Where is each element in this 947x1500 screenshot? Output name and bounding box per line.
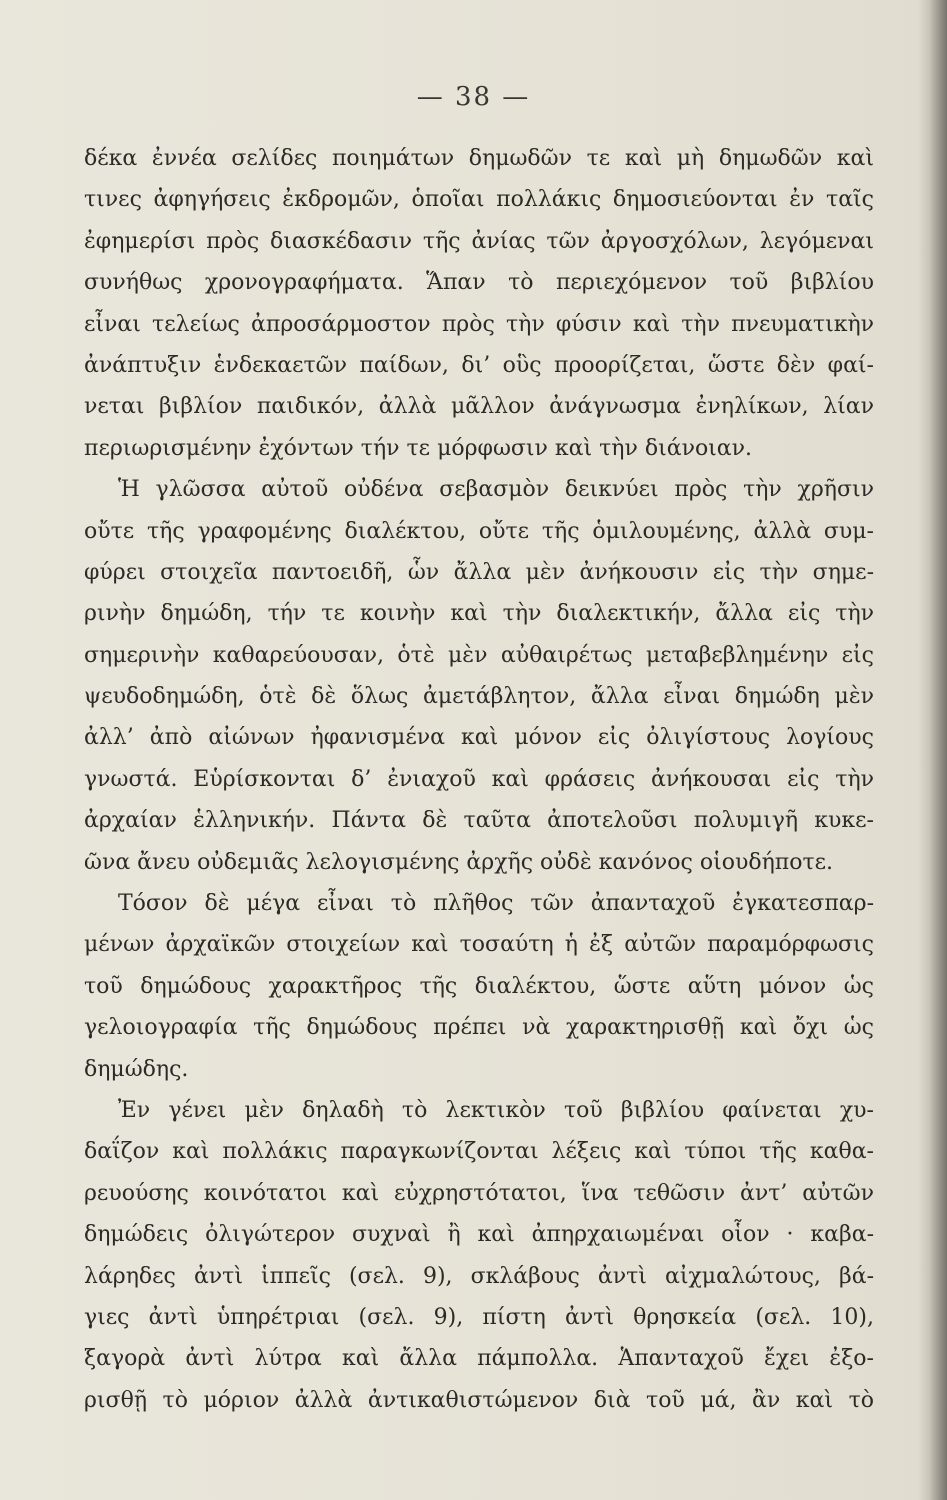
text-line: μένων ἀρχαϊκῶν στοιχείων καὶ τοσαύτη ἡ ἐξ αὐτῶν παραμόρφωσις xyxy=(84,932,874,958)
text-line: λάρηδες ἀντὶ ἱππεῖς (σελ. 9), σκλάβους ἀντὶ αἰχμαλώτους, βά- xyxy=(84,1263,874,1289)
text-line: ἀνάπτυξιν ἑνδεκαετῶν παίδων, δι’ οὓς προορίζεται, ὥστε δὲν φαί- xyxy=(84,352,874,378)
text-line: φύρει στοιχεῖα παντοειδῆ, ὧν ἄλλα μὲν ἀνήκουσιν εἰς τὴν σημε- xyxy=(84,559,874,585)
text-line: Ἡ γλῶσσα αὐτοῦ οὐδένα σεβασμὸν δεικνύει πρὸς τὴν χρῆσιν xyxy=(118,477,874,503)
text-line: ρινὴν δημώδη, τήν τε κοινὴν καὶ τὴν διαλεκτικήν, ἄλλα εἰς τὴν xyxy=(84,601,874,627)
text-line: ρευούσης κοινότατοι καὶ εὐχρηστότατοι, ἵνα τεθῶσιν ἀντ’ αὐτῶν xyxy=(84,1180,874,1206)
text-line: δημώδεις ὀλιγώτερον συχναὶ ἢ καὶ ἀπηρχαιωμέναι οἷον · καβα- xyxy=(84,1222,874,1248)
text-line: τινες ἀφηγήσεις ἐκδρομῶν, ὁποῖαι πολλάκις δημοσιεύονται ἐν ταῖς xyxy=(84,187,874,213)
text-line: εἶναι τελείως ἀπροσάρμοστον πρὸς τὴν φύσιν καὶ τὴν πνευματικὴν xyxy=(84,311,874,337)
text-line: νεται βιβλίον παιδικόν, ἀλλὰ μᾶλλον ἀνάγνωσμα ἐνηλίκων, λίαν xyxy=(84,394,874,420)
text-line: γιες ἀντὶ ὑπηρέτριαι (σελ. 9), πίστη ἀντὶ θρησκεία (σελ. 10), xyxy=(84,1304,874,1330)
text-line: δαΐζον καὶ πολλάκις παραγκωνίζονται λέξεις καὶ τύποι τῆς καθα- xyxy=(84,1139,874,1165)
text-line: ἐφημερίσι πρὸς διασκέδασιν τῆς ἀνίας τῶν ἀργοσχόλων, λεγόμεναι xyxy=(84,228,874,254)
text-line: δημώδης. xyxy=(84,1056,189,1082)
paragraph-1 xyxy=(84,138,874,469)
text-line: Ἐν γένει μὲν δηλαδὴ τὸ λεκτικὸν τοῦ βιβλίου φαίνεται χυ- xyxy=(118,1097,874,1123)
text-line: περιωρισμένην ἐχόντων τήν τε μόρφωσιν καὶ τὴν διάνοιαν. xyxy=(84,435,753,461)
text-line: τοῦ δημώδους χαρακτῆρος τῆς διαλέκτου, ὥστε αὕτη μόνον ὡς xyxy=(84,973,874,999)
text-line: Τόσον δὲ μέγα εἶναι τὸ πλῆθος τῶν ἀπανταχοῦ ἐγκατεσπαρ- xyxy=(118,891,874,917)
text-line: γελοιογραφία τῆς δημώδους πρέπει νὰ χαρακτηρισθῇ καὶ ὄχι ὡς xyxy=(84,1015,874,1041)
text-line: ἀρχαίαν ἑλληνικήν. Πάντα δὲ ταῦτα ἀποτελοῦσι πολυμιγῆ κυκε- xyxy=(84,808,874,834)
page-edge-shadow xyxy=(917,0,947,1500)
text-line: ψευδοδημώδη, ὁτὲ δὲ ὅλως ἀμετάβλητον, ἄλλα εἶναι δημώδη μὲν xyxy=(84,684,874,710)
paragraph-4 xyxy=(84,1090,874,1421)
page-number: — 38 — xyxy=(416,82,531,112)
text-line: συνήθως χρονογραφήματα. Ἅπαν τὸ περιεχόμενον τοῦ βιβλίου xyxy=(84,270,874,296)
text-line: ῶνα ἄνευ οὐδεμιᾶς λελογισμένης ἀρχῆς οὐδὲ κανόνος οἱουδήποτε. xyxy=(84,849,834,875)
text-line: ἀλλ’ ἀπὸ αἰώνων ἠφανισμένα καὶ μόνον εἰς ὀλιγίστους λογίους xyxy=(84,725,874,751)
text-line: γνωστά. Εὑρίσκονται δ’ ἐνιαχοῦ καὶ φράσεις ἀνήκουσαι εἰς τὴν xyxy=(84,766,874,792)
text-line: σημερινὴν καθαρεύουσαν, ὁτὲ μὲν αὐθαιρέτως μεταβεβλημένην εἰς xyxy=(84,642,874,668)
text-line: ρισθῇ τὸ μόριον ἀλλὰ ἀντικαθιστώμενον διὰ τοῦ μά, ἂν καὶ τὸ xyxy=(84,1387,874,1413)
text-line: δέκα ἐννέα σελίδες ποιημάτων δημωδῶν τε καὶ μὴ δημωδῶν καὶ xyxy=(84,146,874,171)
body-text xyxy=(84,138,874,1421)
text-line: ξαγορὰ ἀντὶ λύτρα καὶ ἄλλα πάμπολλα. Ἁπανταχοῦ ἔχει ἐξο- xyxy=(84,1346,874,1372)
paragraph-2 xyxy=(84,469,874,883)
paragraph-3 xyxy=(84,883,874,1090)
text-line: οὔτε τῆς γραφομένης διαλέκτου, οὔτε τῆς ὁμιλουμένης, ἀλλὰ συμ- xyxy=(84,518,874,544)
